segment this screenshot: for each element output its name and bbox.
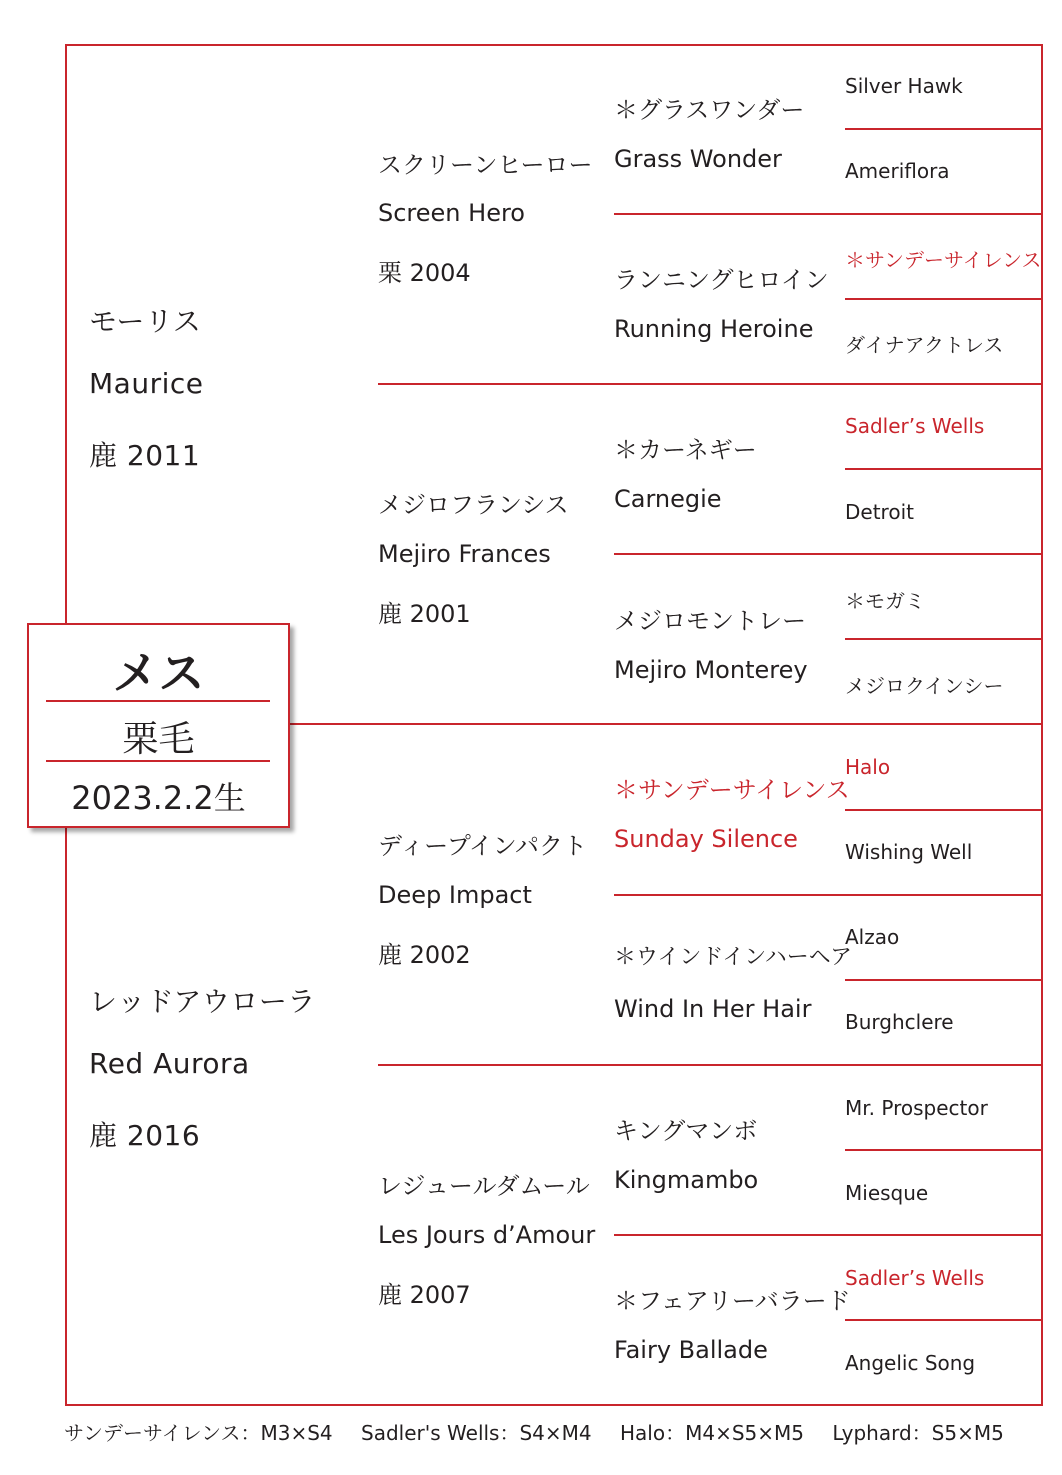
horse-name-en: Fairy Ballade bbox=[614, 1336, 768, 1364]
horse-name-jp: メジロフランシス bbox=[378, 491, 569, 519]
gen4-horse: Silver Hawk bbox=[845, 74, 963, 98]
horse-name-jp: ディープインパクト bbox=[378, 832, 588, 860]
horse-name-en: Kingmambo bbox=[614, 1166, 759, 1194]
horse-name-en: Carnegie bbox=[614, 485, 722, 513]
divider-gen3 bbox=[614, 213, 1043, 215]
horse-name-jp: ＊グラスワンダー bbox=[614, 96, 805, 124]
divider-gen4 bbox=[845, 1149, 1043, 1151]
divider-gen4 bbox=[845, 638, 1043, 640]
gen4-horse: Miesque bbox=[845, 1181, 929, 1205]
sire-name-en: Maurice bbox=[89, 367, 204, 400]
inbreeding-item: Lyphard：S5×M5 bbox=[832, 1421, 1004, 1445]
horse-info: 栗 2004 bbox=[378, 259, 471, 287]
divider-gen4 bbox=[845, 1319, 1043, 1321]
horse-name-en: Mejiro Monterey bbox=[614, 656, 808, 684]
divider-gen4 bbox=[845, 468, 1043, 470]
horse-name-jp: レジュールダムール bbox=[378, 1172, 590, 1200]
horse-name-jp: メジロモントレー bbox=[614, 607, 806, 635]
dam-name-en: Red Aurora bbox=[89, 1047, 250, 1080]
gen4-horse: Angelic Song bbox=[845, 1351, 976, 1375]
horse-name-en: Les Jours d’Amour bbox=[378, 1221, 596, 1249]
horse-name-jp: ＊フェアリーバラード bbox=[614, 1287, 851, 1315]
horse-name-en: Deep Impact bbox=[378, 881, 532, 909]
divider-gen2 bbox=[378, 1064, 1043, 1066]
dam-info: 鹿 2016 bbox=[89, 1119, 201, 1152]
subject-divider bbox=[46, 700, 270, 702]
gen4-horse: Burghclere bbox=[845, 1010, 954, 1034]
gen4-horse: ＊モガミ bbox=[845, 589, 925, 613]
gen4-horse: Alzao bbox=[845, 925, 900, 949]
horse-name-en: Running Heroine bbox=[614, 315, 814, 343]
gen4-horse: Sadler’s Wells bbox=[845, 1266, 985, 1290]
divider-gen4 bbox=[845, 298, 1043, 300]
inbreeding-item: Halo：M4×S5×M5 bbox=[620, 1421, 804, 1445]
horse-info: 鹿 2002 bbox=[378, 941, 471, 969]
divider-gen4 bbox=[845, 128, 1043, 130]
divider-gen4 bbox=[845, 809, 1043, 811]
inbreeding-summary bbox=[64, 1417, 1026, 1446]
horse-name-en: Screen Hero bbox=[378, 199, 525, 227]
horse-name-jp: キングマンボ bbox=[614, 1117, 758, 1145]
frame-top bbox=[65, 44, 1043, 46]
divider-gen3 bbox=[614, 894, 1043, 896]
horse-name-jp: スクリーンヒーロー bbox=[378, 151, 593, 179]
inbreeding-item: サンデーサイレンス：M3×S4 bbox=[64, 1421, 333, 1445]
gen4-horse: メジロクインシー bbox=[845, 674, 1004, 698]
gen4-horse: ダイナアクトレス bbox=[845, 333, 1004, 357]
horse-info: 鹿 2007 bbox=[378, 1281, 471, 1309]
horse-name-en: Sunday Silence bbox=[614, 825, 798, 853]
gen4-horse: Detroit bbox=[845, 500, 914, 524]
subject-name: メス bbox=[112, 646, 205, 700]
gen4-horse: Mr. Prospector bbox=[845, 1096, 988, 1120]
divider-gen3 bbox=[614, 553, 1043, 555]
horse-name-jp: ＊ウインドインハーヘア bbox=[614, 945, 853, 970]
gen4-horse: ＊サンデーサイレンス bbox=[845, 248, 1042, 272]
gen4-horse: Wishing Well bbox=[845, 840, 973, 864]
frame-bottom bbox=[65, 1404, 1043, 1406]
gen4-horse: Halo bbox=[845, 755, 891, 779]
gen4-horse: Sadler’s Wells bbox=[845, 414, 985, 438]
divider-gen4 bbox=[845, 979, 1043, 981]
subject-birth-date: 2023.2.2生 bbox=[71, 779, 246, 817]
sire-name-jp: モーリス bbox=[89, 305, 202, 338]
subject-box bbox=[27, 623, 290, 828]
subject-divider bbox=[46, 760, 270, 762]
divider-gen1 bbox=[288, 723, 1043, 725]
horse-name-jp: ＊カーネギー bbox=[614, 436, 757, 464]
subject-coat-color: 栗毛 bbox=[122, 719, 195, 760]
dam-name-jp: レッドアウローラ bbox=[89, 985, 316, 1018]
divider-gen2 bbox=[378, 383, 1043, 385]
divider-gen3 bbox=[614, 1234, 1043, 1236]
horse-name-jp: ＊サンデーサイレンス bbox=[614, 776, 850, 804]
horse-name-en: Wind In Her Hair bbox=[614, 995, 812, 1023]
horse-name-en: Mejiro Frances bbox=[378, 540, 551, 568]
sire-info: 鹿 2011 bbox=[89, 439, 201, 472]
horse-name-jp: ランニングヒロイン bbox=[614, 266, 829, 294]
horse-info: 鹿 2001 bbox=[378, 600, 471, 628]
inbreeding-item: Sadler's Wells：S4×M4 bbox=[361, 1421, 592, 1445]
horse-name-en: Grass Wonder bbox=[614, 145, 782, 173]
gen4-horse: Ameriflora bbox=[845, 159, 950, 183]
